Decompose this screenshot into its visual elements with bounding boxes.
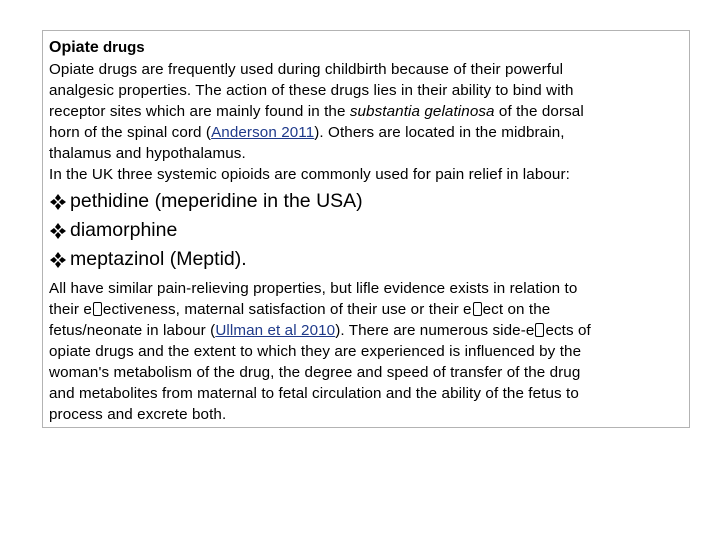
intro-line — [49, 122, 689, 143]
title-suffix: drugs — [98, 39, 145, 56]
list-item — [49, 187, 689, 216]
closing-text: ect on the — [482, 301, 551, 318]
diamond-bullet-icon — [49, 222, 67, 240]
missing-glyph-icon — [93, 302, 102, 316]
intro-text: receptor sites which are mainly found in the — [49, 103, 350, 120]
closing-paragraph — [49, 278, 689, 425]
closing-text: ects of — [545, 322, 591, 339]
diamond-bullet-icon — [49, 193, 67, 211]
italic-term: substantia gelatinosa — [349, 103, 495, 120]
list-item-label: pethidine (meperidine in the USA) — [70, 190, 363, 212]
diamond-bullet-icon — [49, 251, 67, 269]
closing-text: ectiveness, maternal satisfaction of their use or their e — [102, 301, 472, 318]
list-item — [49, 216, 689, 245]
intro-paragraph — [49, 59, 689, 185]
missing-glyph-icon — [473, 302, 482, 316]
closing-text: their e — [49, 301, 92, 318]
intro-text: ). Others are located in the midbrain, — [314, 124, 565, 141]
closing-line — [49, 320, 689, 341]
closing-line: and metabolites from maternal to fetal circulation and the ability of the fetus to — [49, 385, 579, 402]
intro-line: Opiate drugs are frequently used during childbirth because of their powerful — [49, 61, 564, 78]
citation-link-anderson[interactable]: Anderson 2011 — [211, 124, 315, 141]
intro-line: In the UK three systemic opioids are commonly used for pain relief in labour: — [49, 166, 570, 183]
intro-text: horn of the spinal cord ( — [49, 124, 212, 141]
closing-text: fetus/neonate in labour ( — [49, 322, 216, 339]
closing-line — [49, 299, 689, 320]
list-item-label: meptazinol (Meptid). — [70, 248, 247, 270]
intro-line: analgesic properties. The action of these drugs lies in their ability to bind with — [49, 82, 574, 99]
text-panel — [42, 30, 690, 428]
intro-line — [49, 101, 689, 122]
title-main: Opiate — [49, 39, 99, 56]
closing-line: woman's metabolism of the drug, the degree and speed of transfer of the drug — [49, 364, 581, 381]
section-title — [49, 36, 689, 59]
citation-link-ullman[interactable]: Ullman et al 2010 — [215, 322, 336, 339]
missing-glyph-icon — [535, 323, 544, 337]
closing-text: ). There are numerous side-e — [335, 322, 535, 339]
intro-line: thalamus and hypothalamus. — [49, 145, 246, 162]
opioid-list — [49, 187, 689, 274]
closing-line: opiate drugs and the extent to which they are experienced is influenced by the — [49, 343, 582, 360]
list-item — [49, 245, 689, 274]
intro-text: of the dorsal — [494, 103, 584, 120]
closing-line: All have similar pain-relieving properties, but lifle evidence exists in relation to — [49, 280, 578, 297]
list-item-label: diamorphine — [70, 219, 178, 241]
closing-line: process and excrete both. — [49, 406, 227, 423]
